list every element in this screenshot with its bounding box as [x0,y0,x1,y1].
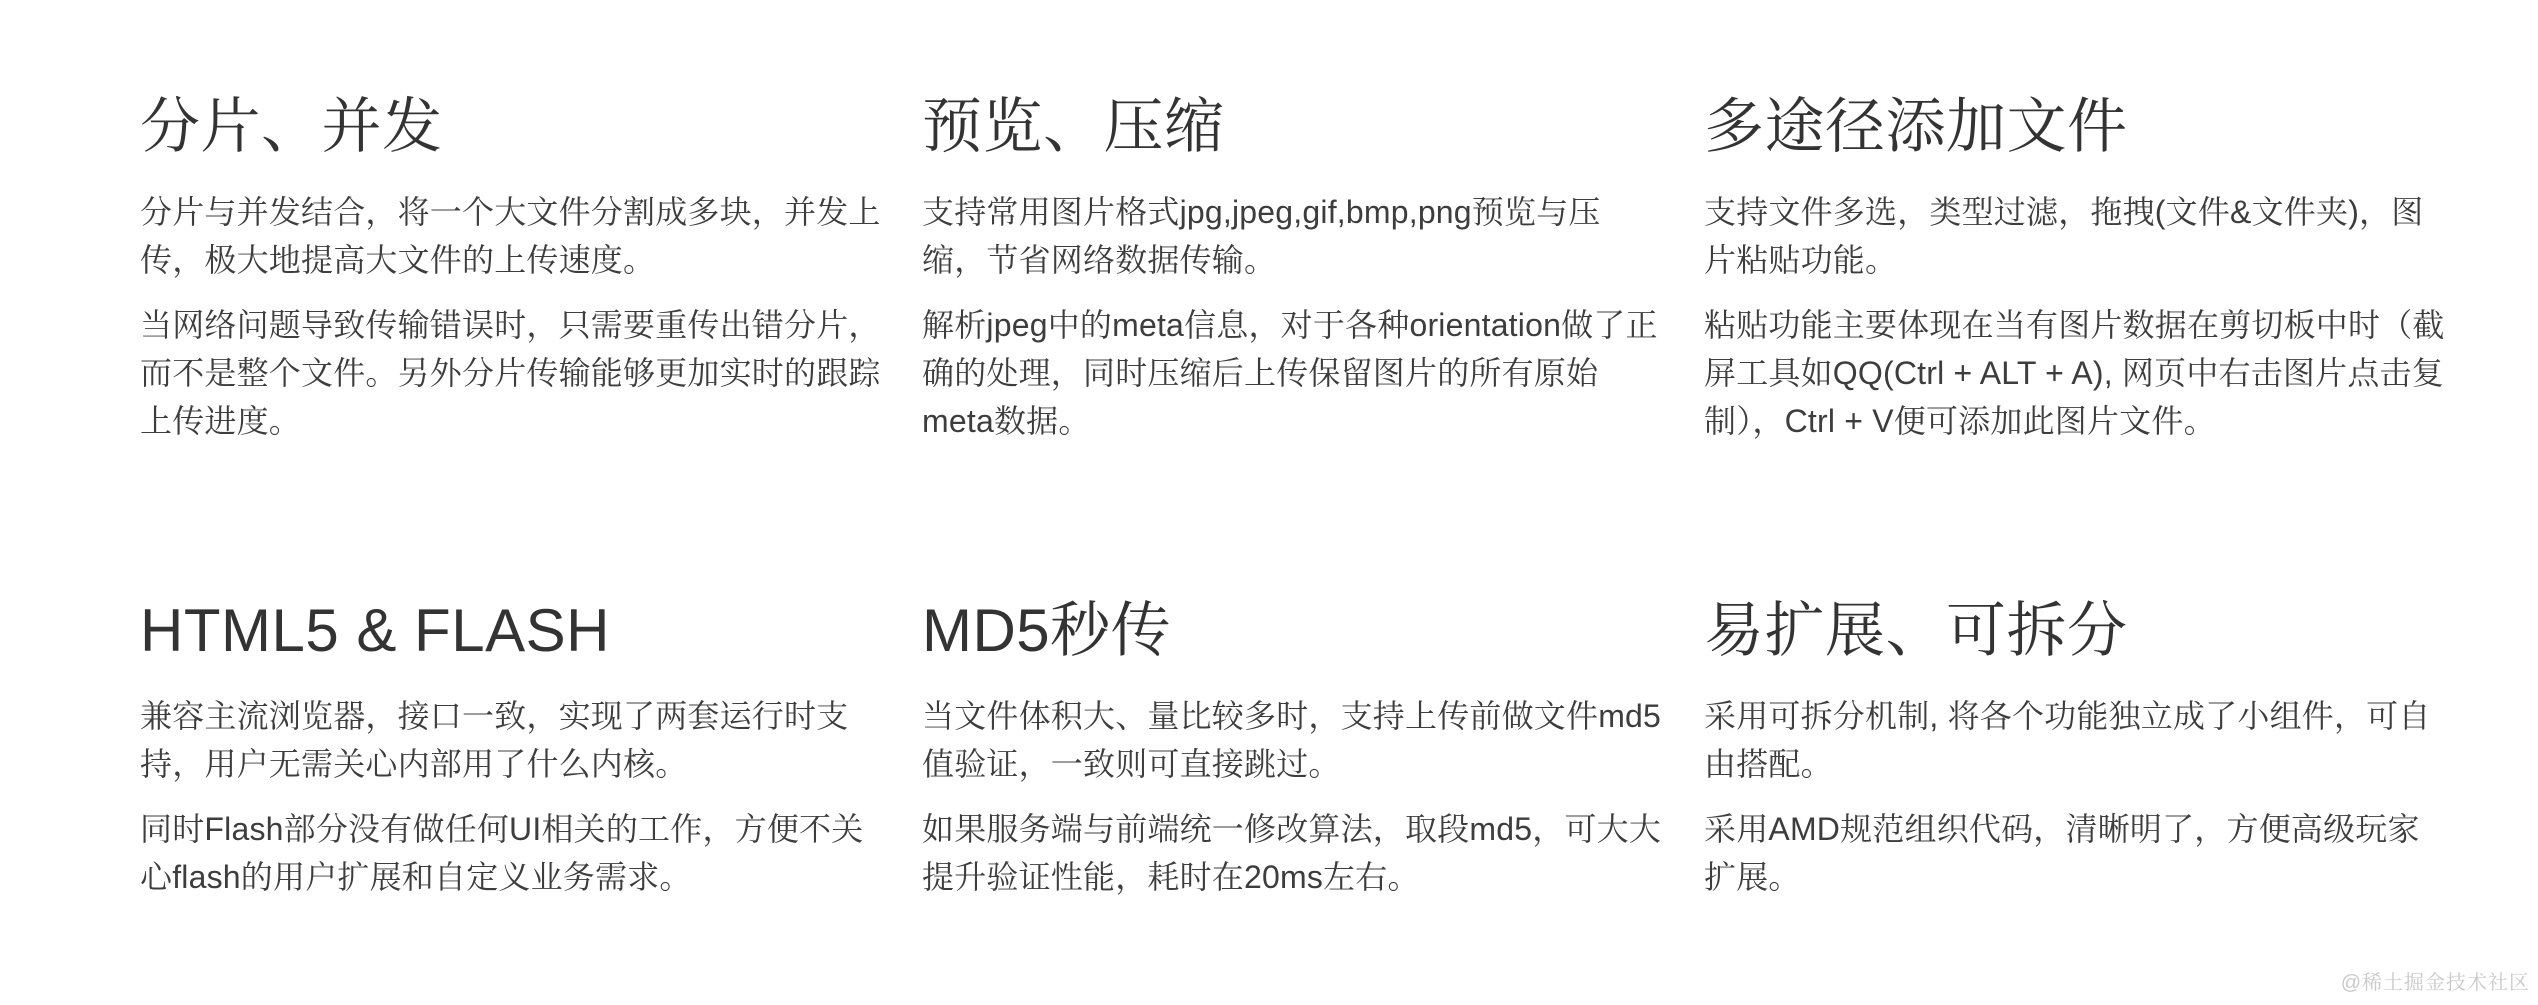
feature-paragraph: 采用AMD规范组织代码，清晰明了，方便高级玩家扩展。 [1704,811,2420,895]
feature-card-extensible-splittable [1704,592,2446,918]
feature-paragraph: 兼容主流浏览器，接口一致，实现了两套运行时支持，用户无需关心内部用了什么内核。 [140,698,849,782]
feature-paragraph: 支持文件多选，类型过滤，拖拽(文件&文件夹)，图片粘贴功能。 [1704,194,2424,278]
feature-paragraph: 如果服务端与前端统一修改算法，取段md5，可大大提升验证性能，耗时在20ms左右。 [922,811,1662,895]
feature-card-sharding-concurrency [140,88,882,462]
juejin-watermark: @稀土掘金技术社区 [2340,972,2530,994]
feature-paragraph: 解析jpeg中的meta信息，对于各种orientation做了正确的处理，同时压缩后上传保留图片的所有原始meta数据。 [922,307,1658,439]
feature-title: 易扩展、可拆分 [1704,597,2128,664]
feature-title: 预览、压缩 [922,93,1225,160]
feature-paragraph: 支持常用图片格式jpg,jpeg,gif,bmp,png预览与压缩，节省网络数据传输。 [922,194,1601,278]
feature-paragraph: 粘贴功能主要体现在当有图片数据在剪切板中时（截屏工具如QQ(Ctrl + ALT + A), 网页中右击图片点击复制），Ctrl + V便可添加此图片文件。 [1704,307,2445,439]
feature-paragraph: 当文件体积大、量比较多时，支持上传前做文件md5值验证，一致则可直接跳过。 [922,698,1662,782]
feature-card-md5-instant-upload [922,592,1664,918]
feature-paragraph: 采用可拆分机制, 将各个功能独立成了小组件，可自由搭配。 [1704,698,2431,782]
feature-card-preview-compression [922,88,1664,462]
feature-paragraph: 同时Flash部分没有做任何UI相关的工作，方便不关心flash的用户扩展和自定义业务需求。 [140,811,864,895]
feature-title: MD5秒传 [922,597,1172,664]
feature-card-multi-source-add [1704,88,2446,462]
feature-title: 分片、并发 [140,93,443,160]
feature-paragraph: 当网络问题导致传输错误时，只需要重传出错分片，而不是整个文件。另外分片传输能够更加实时的跟踪上传进度。 [140,307,881,439]
feature-card-html5-flash [140,592,882,918]
feature-title: HTML5 & FLASH [140,597,610,664]
feature-title: 多途径添加文件 [1704,93,2128,160]
feature-paragraph: 分片与并发结合，将一个大文件分割成多块，并发上传，极大地提高大文件的上传速度。 [140,194,881,278]
